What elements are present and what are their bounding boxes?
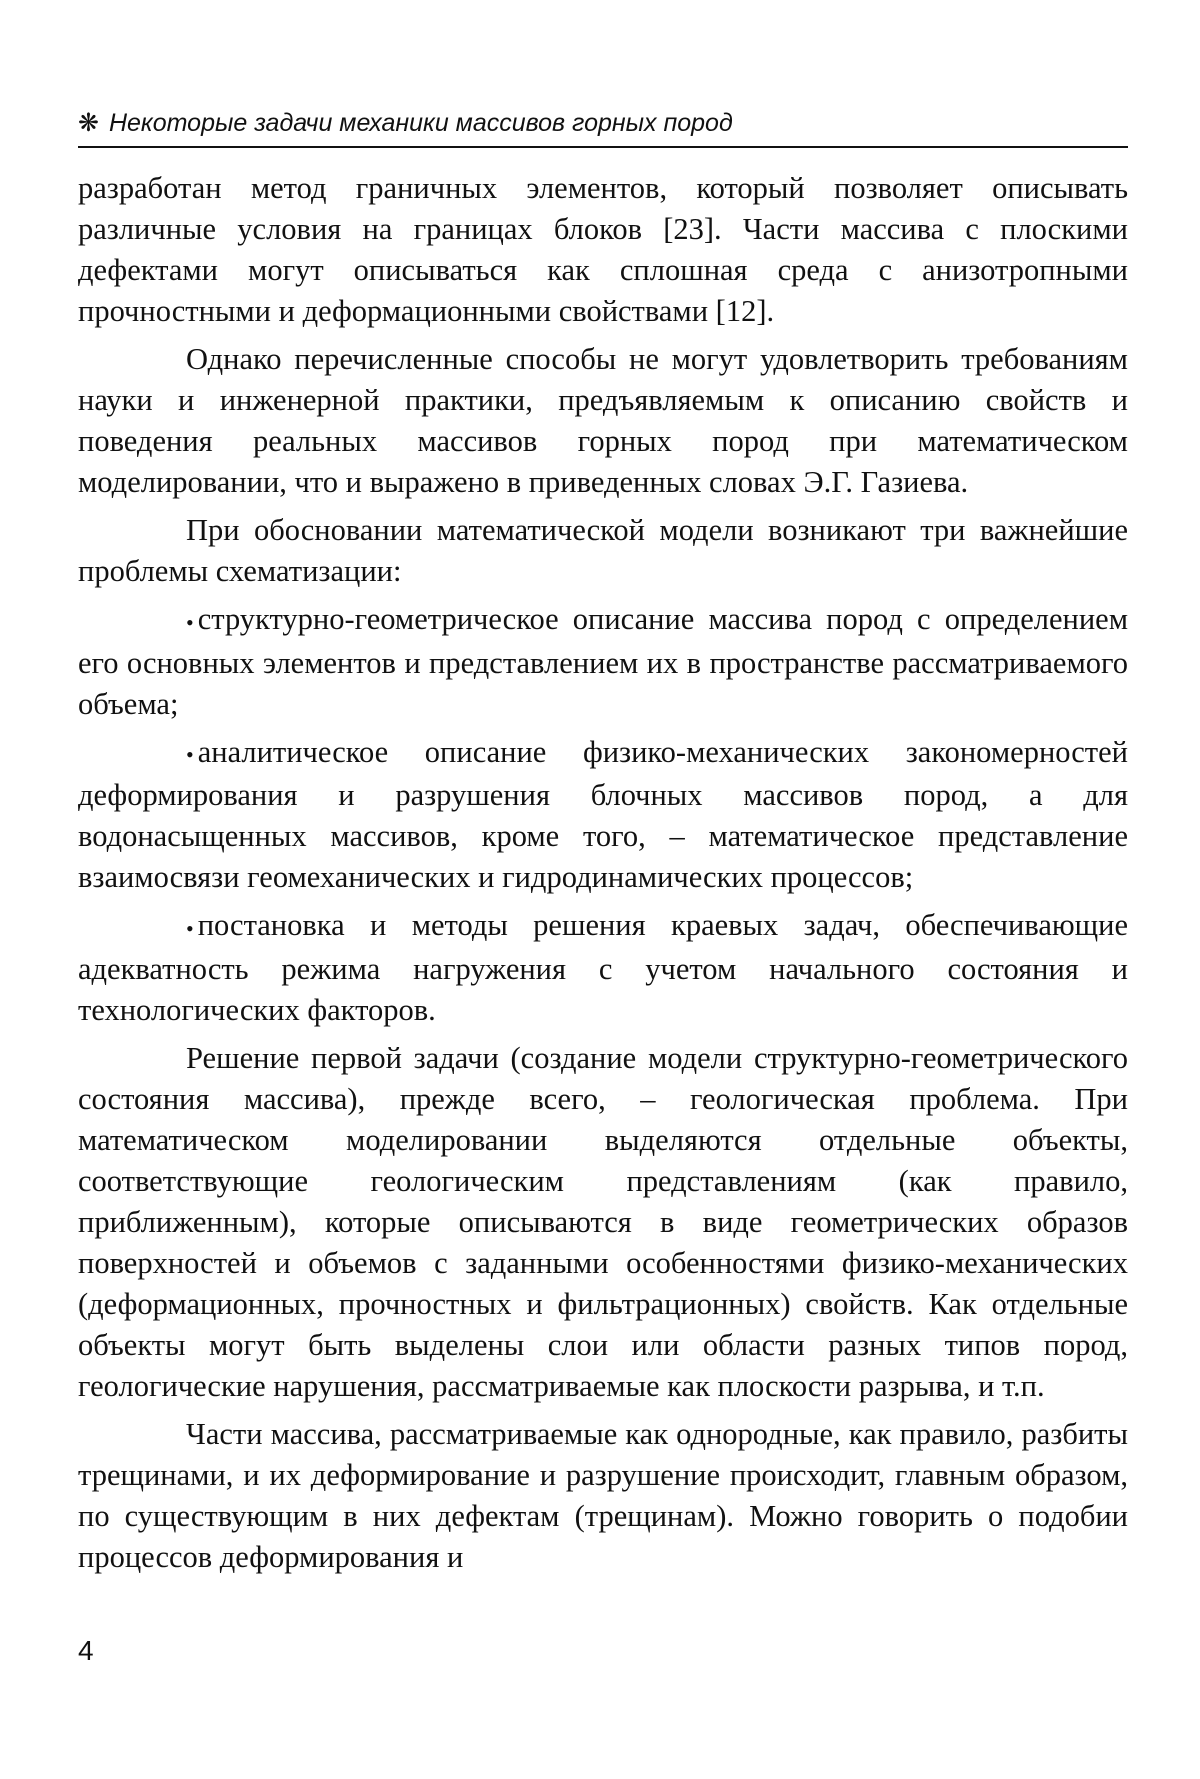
bullet-item bbox=[78, 599, 1128, 725]
bullet-text: постановка и методы решения краевых задач, обеспечивающие адекватность режима нагружения с учетом начального состояния и технологических факторов. bbox=[78, 908, 1128, 1027]
bullet-text: структурно-геометрическое описание массива пород с определением его основных элементов и представлением их в пространстве рассматриваемого объема; bbox=[78, 602, 1128, 721]
paragraph: Решение первой задачи (создание модели структурно-геометрического состояния массива), прежде всего, – геологическая проблема. При математическом моделировании выделяются отдельные объекты, соответствующие геологическим представлениям (как правило, приближенным), которые описываются в виде геометрических образов поверхностей и объемов с заданными особенностями физико-механических (деформационных, прочностных и фильтрационных) свойств. Как отдельные объекты могут быть выделены слои или области разных типов пород, геологические нарушения, рассматриваемые как плоскости разрыва, и т.п. bbox=[78, 1040, 1128, 1403]
bullet-text: аналитическое описание физико-механических закономерностей деформирования и разрушения блочных массивов пород, а для водонасыщенных массивов, кроме того, – математическое представление взаимосвязи геомеханических и гидродинамических процессов; bbox=[78, 734, 1128, 894]
bullet-icon: • bbox=[186, 742, 194, 767]
header-title: Некоторые задачи механики массивов горных пород bbox=[108, 109, 733, 137]
bullet-item bbox=[78, 732, 1128, 899]
page-number: 4 bbox=[78, 1635, 94, 1666]
header-ornament-icon: ❋ bbox=[78, 109, 99, 137]
paragraph: При обосновании математической модели возникают три важнейшие проблемы схематизации: bbox=[78, 513, 1128, 588]
paragraph: разработан метод граничных элементов, который позволяет описывать различные условия на границах блоков [23]. Части массива с плоскими дефектами могут описываться как сплошная среда с анизотропными прочностными и деформационными свойствами [12]. bbox=[78, 171, 1128, 328]
bullet-item bbox=[78, 905, 1128, 1031]
paragraph: Части массива, рассматриваемые как однородные, как правило, разбиты трещинами, и их деформирование и разрушение происходит, главным образом, по существующим в них дефектам (трещинам). Можно говорить о подобии процессов деформирования и bbox=[78, 1416, 1128, 1574]
bullet-icon: • bbox=[186, 609, 194, 635]
bullet-icon: • bbox=[186, 915, 194, 941]
running-header bbox=[78, 106, 1128, 148]
page-body bbox=[78, 168, 1128, 1585]
paragraph: Однако перечисленные способы не могут удовлетворить требованиям науки и инженерной практики, предъявляемым к описанию свойств и поведения реальных массивов горных пород при математическом моделировании, что и выражено в приведенных словах Э.Г. Газиева. bbox=[78, 342, 1128, 499]
